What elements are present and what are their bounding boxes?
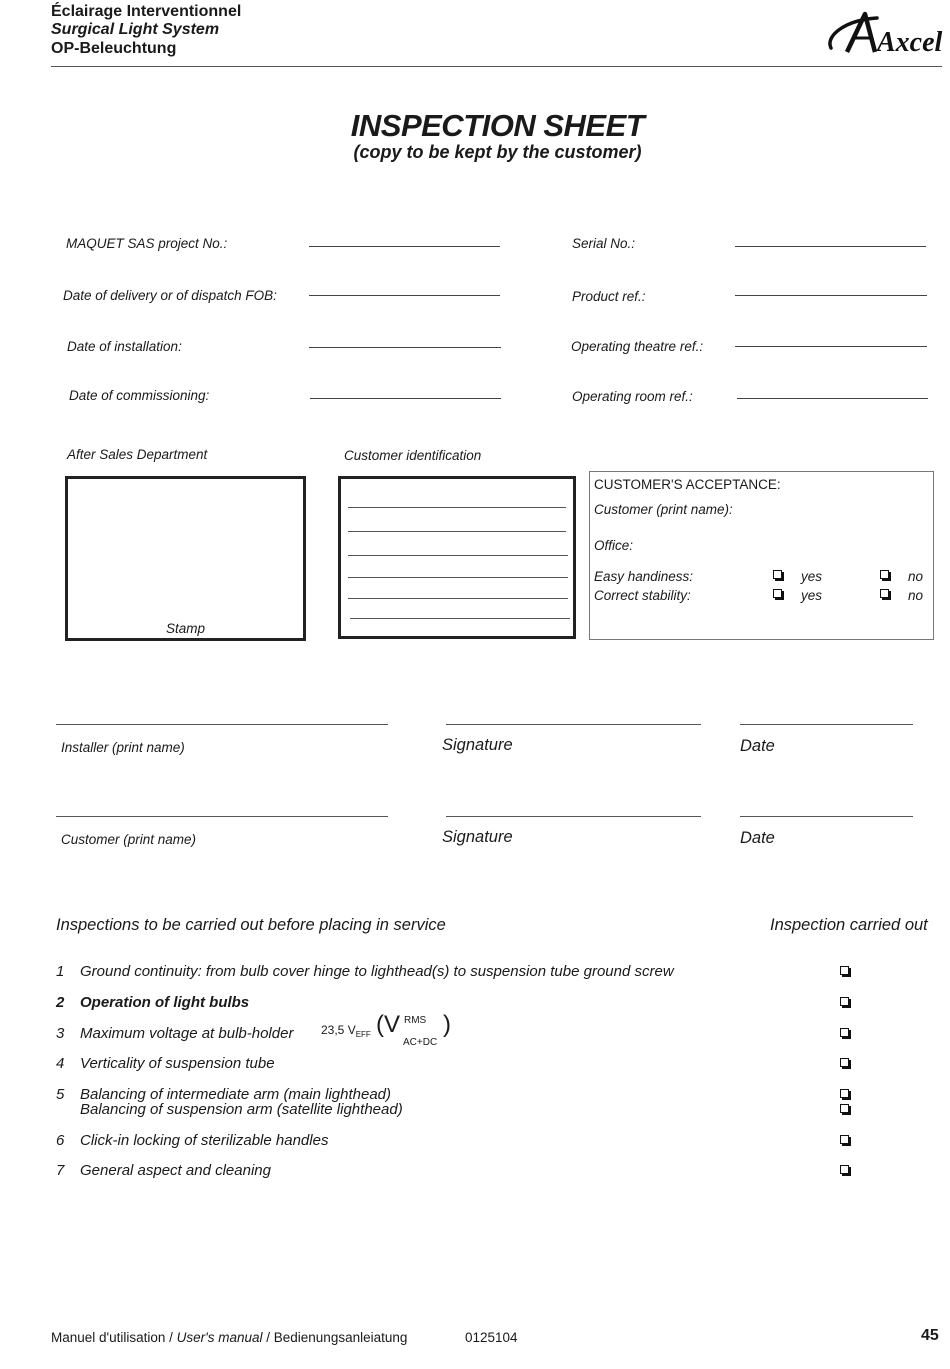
installation-date-field[interactable] xyxy=(309,347,501,348)
inspection-number: 6 xyxy=(56,1132,65,1149)
customer-name-field[interactable] xyxy=(56,816,388,817)
installer-date-field[interactable] xyxy=(740,724,913,725)
inspection-item-general-aspect: General aspect and cleaning xyxy=(80,1162,271,1179)
installation-date-label: Date of installation: xyxy=(67,339,182,354)
inspection-number: 2 xyxy=(56,994,65,1011)
customer-id-line[interactable] xyxy=(348,531,566,532)
commissioning-date-field[interactable] xyxy=(310,398,501,399)
customer-id-line[interactable] xyxy=(348,507,566,508)
project-no-field[interactable] xyxy=(309,246,500,247)
voltage-rms: RMS xyxy=(404,1015,427,1026)
page-title: INSPECTION SHEET xyxy=(350,108,645,143)
theatre-ref-label: Operating theatre ref.: xyxy=(571,339,704,354)
customer-id-label: Customer identification xyxy=(344,448,482,463)
inspections-header: Inspections to be carried out before placing in service xyxy=(56,916,446,934)
customer-id-line[interactable] xyxy=(350,618,570,619)
footer-manual: Manuel d'utilisation / User's manual / Bedienungsanleiatung xyxy=(51,1330,408,1345)
customer-date-label: Date xyxy=(740,829,775,847)
customer-signature-label: Signature xyxy=(442,828,513,846)
room-ref-label: Operating room ref.: xyxy=(572,389,693,404)
correct-stability-no-label: no xyxy=(908,588,924,603)
inspection-number: 5 xyxy=(56,1086,65,1103)
product-ref-label: Product ref.: xyxy=(572,289,646,304)
inspection-checkbox[interactable] xyxy=(840,1058,849,1067)
inspection-item-light-bulbs: Operation of light bulbs xyxy=(80,994,250,1011)
inspection-number: 1 xyxy=(56,963,65,980)
header-line-fr: Éclairage Interventionnel xyxy=(51,3,242,20)
inspection-checkbox[interactable] xyxy=(840,1028,849,1037)
stamp-box[interactable] xyxy=(65,476,306,641)
customer-date-field[interactable] xyxy=(740,816,913,817)
inspection-checkbox[interactable] xyxy=(840,966,849,975)
easy-handiness-label: Easy handiness: xyxy=(594,569,694,584)
inspection-checkbox[interactable] xyxy=(840,1104,849,1113)
inspection-number: 7 xyxy=(56,1162,65,1179)
after-sales-label: After Sales Department xyxy=(67,447,208,462)
voltage-paren-close: ) xyxy=(443,1011,451,1038)
header-divider xyxy=(51,66,942,67)
inspection-checkbox[interactable] xyxy=(840,1165,849,1174)
voltage-value: 23,5 $V_{EFF}$ xyxy=(321,1023,371,1039)
inspection-checkbox[interactable] xyxy=(840,997,849,1006)
voltage-paren-open: (V xyxy=(376,1011,400,1038)
acceptance-office-label: Office: xyxy=(594,538,634,553)
installer-signature-field[interactable] xyxy=(446,724,701,725)
customer-id-line[interactable] xyxy=(348,555,568,556)
delivery-date-label: Date of delivery or of dispatch FOB: xyxy=(63,288,277,303)
stamp-label: Stamp xyxy=(166,621,206,636)
easy-handiness-yes-label: yes xyxy=(801,569,823,584)
installer-date-label: Date xyxy=(740,737,775,755)
axcel-logo xyxy=(825,8,943,58)
page-subtitle: (copy to be kept by the customer) xyxy=(353,142,642,162)
correct-stability-label: Correct stability: xyxy=(594,588,691,603)
commissioning-date-label: Date of commissioning: xyxy=(69,388,210,403)
inspection-item-verticality: Verticality of suspension tube xyxy=(80,1055,275,1072)
delivery-date-field[interactable] xyxy=(309,295,500,296)
header-line-de: OP-Beleuchtung xyxy=(51,40,177,57)
product-ref-field[interactable] xyxy=(735,295,927,296)
customer-label: Customer (print name) xyxy=(61,832,197,847)
customer-signature-field[interactable] xyxy=(446,816,701,817)
correct-stability-yes-label: yes xyxy=(801,588,823,603)
correct-stability-no-checkbox[interactable] xyxy=(880,589,889,598)
inspection-number: 3 xyxy=(56,1025,65,1042)
inspection-item-handles: Click-in locking of sterilizable handles xyxy=(80,1132,329,1149)
inspection-number: 4 xyxy=(56,1055,65,1072)
installer-label: Installer (print name) xyxy=(61,740,185,755)
theatre-ref-field[interactable] xyxy=(735,346,927,347)
inspection-item-ground-continuity: Ground continuity: from bulb cover hinge to lighthead(s) to suspension tube ground screw xyxy=(80,963,674,980)
header-line-en: Surgical Light System xyxy=(51,21,220,38)
customer-id-box[interactable] xyxy=(338,476,576,639)
inspection-checkbox[interactable] xyxy=(840,1135,849,1144)
inspection-item-max-voltage: Maximum voltage at bulb-holder xyxy=(80,1025,294,1042)
logo-text: Axcel xyxy=(877,27,943,58)
installer-signature-label: Signature xyxy=(442,736,513,754)
easy-handiness-yes-checkbox[interactable] xyxy=(773,570,782,579)
acceptance-title: CUSTOMER'S ACCEPTANCE: xyxy=(594,477,781,492)
page-number: 45 xyxy=(921,1327,939,1344)
installer-name-field[interactable] xyxy=(56,724,388,725)
customer-id-line[interactable] xyxy=(348,598,568,599)
serial-no-label: Serial No.: xyxy=(572,236,636,251)
serial-no-field[interactable] xyxy=(735,246,926,247)
correct-stability-yes-checkbox[interactable] xyxy=(773,589,782,598)
inspection-item-suspension-arm: Balancing of suspension arm (satellite lighthead) xyxy=(80,1101,403,1118)
easy-handiness-no-checkbox[interactable] xyxy=(880,570,889,579)
easy-handiness-no-label: no xyxy=(908,569,924,584)
inspection-item-intermediate-arm: Balancing of intermediate arm (main lighthead) xyxy=(80,1086,391,1103)
inspection-carried-out-header: Inspection carried out xyxy=(770,916,928,934)
project-no-label: MAQUET SAS project No.: xyxy=(66,236,228,251)
customer-acceptance-box xyxy=(589,471,934,640)
inspection-checkbox[interactable] xyxy=(840,1089,849,1098)
room-ref-field[interactable] xyxy=(737,398,928,399)
footer-doc-code: 0125104 xyxy=(465,1330,518,1345)
voltage-acdc: AC+DC xyxy=(403,1037,438,1048)
acceptance-customer-print-label: Customer (print name): xyxy=(594,502,733,517)
customer-id-line[interactable] xyxy=(348,577,568,578)
